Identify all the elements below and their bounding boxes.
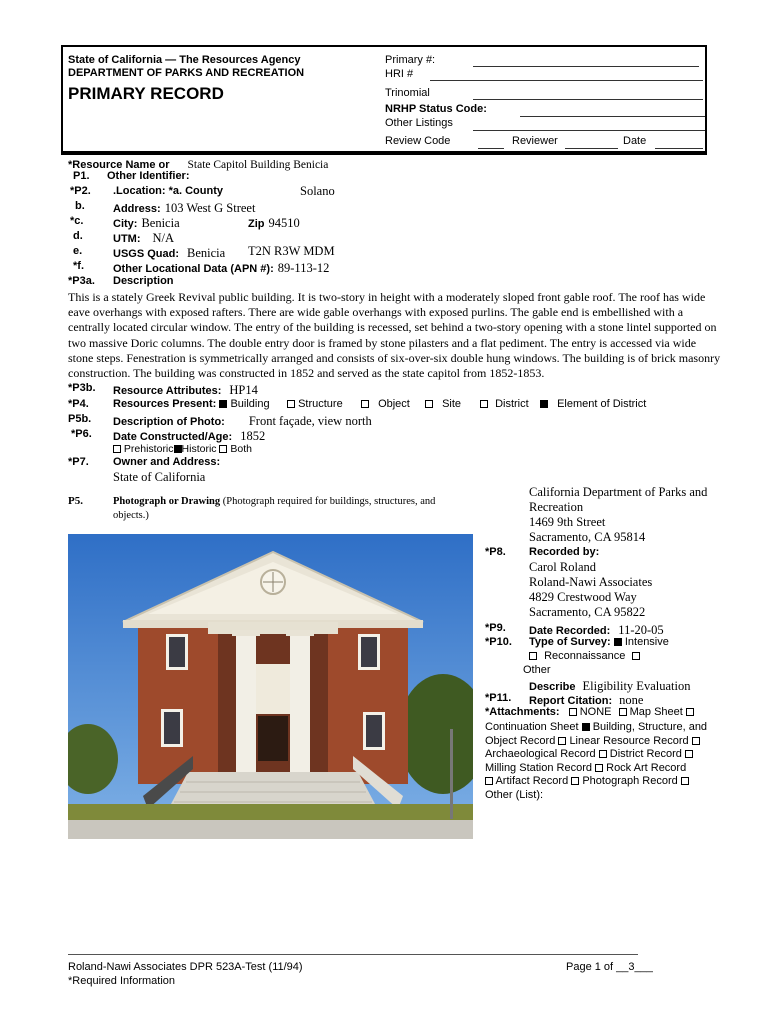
describe-value: Eligibility Evaluation xyxy=(582,679,691,693)
artifact-checkbox[interactable] xyxy=(485,777,493,785)
p6-prehistoric: Prehistoric xyxy=(123,443,174,455)
p5b-value: Front façade, view north xyxy=(248,414,372,428)
map-sheet-checkbox[interactable] xyxy=(619,708,627,716)
p9-value: 11-20-05 xyxy=(618,623,664,637)
p3b-code: *P3b. xyxy=(68,382,96,394)
describe-label: Describe xyxy=(529,681,576,693)
continuation-checkbox[interactable] xyxy=(686,708,694,716)
p5-note: (Photograph required for buildings, structures, and objects.) xyxy=(113,496,436,521)
att-artifact: Artifact Record xyxy=(495,775,569,787)
att-district: District Record xyxy=(609,748,682,760)
f-code: *f. xyxy=(73,260,84,272)
p4-structure: Structure xyxy=(298,398,343,410)
p4-district-group xyxy=(480,398,529,410)
p4-structure-group xyxy=(287,398,343,410)
required-note: *Required Information xyxy=(68,975,176,987)
none-checkbox[interactable] xyxy=(569,708,577,716)
resource-name-value: State Capitol Building Benicia xyxy=(187,159,329,171)
zip-label: Zip xyxy=(248,218,265,230)
p10-code: *P10. xyxy=(485,636,512,648)
resource-name-label: *Resource Name or xyxy=(68,159,170,171)
att-other: Other (List): xyxy=(485,789,544,801)
other-survey-checkbox[interactable] xyxy=(632,652,640,660)
p10-label: Type of Survey: xyxy=(529,636,611,648)
p6-code: *P6. xyxy=(71,428,92,440)
p5-code: P5. xyxy=(68,495,83,507)
b-code: b. xyxy=(75,200,85,212)
c-code: *c. xyxy=(70,215,84,227)
p8-code: *P8. xyxy=(485,546,506,558)
attachments-line1 xyxy=(485,706,694,718)
att-photo: Photograph Record xyxy=(582,775,678,787)
address-value: 103 West G Street xyxy=(164,201,256,215)
p4-site-group xyxy=(425,398,461,410)
element-checkbox-checked[interactable] xyxy=(540,400,548,408)
footer-rule xyxy=(68,954,638,955)
p11-value: none xyxy=(619,693,644,707)
p10-intensive: Intensive xyxy=(624,636,669,648)
d-code: d. xyxy=(73,230,83,242)
attachments-line2 xyxy=(485,721,707,733)
p7-label: Owner and Address: xyxy=(113,456,221,468)
reviewer-blank[interactable] xyxy=(565,148,618,149)
utm-value: N/A xyxy=(152,231,175,245)
rock-art-checkbox[interactable] xyxy=(595,764,603,772)
nrhp-label: NRHP Status Code: xyxy=(385,103,487,115)
primary-blank[interactable] xyxy=(473,66,699,67)
hri-blank[interactable] xyxy=(430,80,703,81)
p8-label: Recorded by: xyxy=(529,546,600,558)
both-checkbox[interactable] xyxy=(219,445,227,453)
agency-line1: State of California — The Resources Agency xyxy=(68,54,301,66)
p3b-label: Resource Attributes: xyxy=(113,385,222,397)
recorder-city: Sacramento, CA 95822 xyxy=(529,605,646,619)
date-blank[interactable] xyxy=(655,148,703,149)
building-photo xyxy=(68,534,473,839)
description-text: This is a stately Greek Revival public building. It is two-story in height with a moderately sloped front gable roof. The roof has wide eave overhangs with exposed rafters. There are wide gable overhangs with exposed purlins. The gable end is embellished with a centrally located circular window. The entry of the building is recessed, set behind a two-story opening with a stone lintel supported on two massive Doric columns. The double entry door is framed by stone pilasters and a flat pediment. The entry is accessed via wide stone steps. Fenestration is symmetrically arranged and consists of six-over-six double hung windows. The building is of brick masonry construction. The building was constructed in 1852 and served as the state capitol from 1852-1853. xyxy=(68,290,721,381)
p1-code: P1. xyxy=(73,170,90,182)
p4-site: Site xyxy=(442,398,462,410)
milling-checkbox[interactable] xyxy=(685,750,693,758)
city-label: City: xyxy=(113,218,138,230)
e-code: e. xyxy=(73,245,83,257)
primary-label: Primary #: xyxy=(385,54,436,66)
reviewer-label: Reviewer xyxy=(512,135,558,147)
p6-options xyxy=(113,443,252,455)
p4-object-group xyxy=(361,398,410,410)
p4-building: Building xyxy=(230,398,270,410)
owner-line4: Sacramento, CA 95814 xyxy=(529,530,646,544)
p3b-row xyxy=(113,381,258,399)
recorder-name: Carol Roland xyxy=(529,560,597,574)
p10-recon-group xyxy=(529,650,640,662)
historic-checkbox-checked[interactable] xyxy=(174,445,182,453)
recorder-firm: Roland-Nawi Associates xyxy=(529,575,653,589)
trinomial-blank[interactable] xyxy=(473,99,703,100)
att-none: NONE xyxy=(579,706,612,718)
att-cont: Continuation Sheet xyxy=(485,721,579,733)
p6-label: Date Constructed/Age: xyxy=(113,431,233,443)
p4-label: Resources Present: xyxy=(113,398,217,410)
district-checkbox[interactable] xyxy=(480,400,488,408)
att-bldg: Building, Structure, and xyxy=(592,721,708,733)
structure-checkbox[interactable] xyxy=(287,400,295,408)
capitol-building-illustration xyxy=(68,534,473,839)
owner-line3: 1469 9th Street xyxy=(529,515,606,529)
p6-historic: Historic xyxy=(181,443,217,455)
site-checkbox[interactable] xyxy=(425,400,433,408)
other-list-checkbox[interactable] xyxy=(681,777,689,785)
p5b-code: P5b. xyxy=(68,413,92,425)
p11-code: *P11. xyxy=(485,692,512,704)
page-number: Page 1 of __3___ xyxy=(566,961,653,973)
zip-value: 94510 xyxy=(268,216,300,230)
page-title: PRIMARY RECORD xyxy=(68,84,224,103)
recorder-street: 4829 Crestwood Way xyxy=(529,590,637,604)
utm-label: UTM: xyxy=(113,233,141,245)
linear-checkbox[interactable] xyxy=(558,737,566,745)
usgs-label: USGS Quad: xyxy=(113,248,180,260)
p4-element: Element of District xyxy=(557,398,647,410)
review-code-label: Review Code xyxy=(385,135,451,147)
p4-object: Object xyxy=(378,398,410,410)
p11-label: Report Citation: xyxy=(529,695,613,707)
p7-code: *P7. xyxy=(68,456,89,468)
other-listings-blank[interactable] xyxy=(473,130,705,131)
county-value: Solano xyxy=(300,184,335,198)
p2-label: .Location: *a. County xyxy=(113,185,223,197)
arch-checkbox[interactable] xyxy=(692,737,700,745)
zip-row xyxy=(248,214,300,232)
p3b-value: HP14 xyxy=(229,383,258,397)
att-rock: Rock Art Record xyxy=(606,762,687,774)
att-arch: Archaeological Record xyxy=(485,748,596,760)
p6-value: 1852 xyxy=(240,429,266,443)
building-checkbox-checked[interactable] xyxy=(219,400,227,408)
owner-line2: Recreation xyxy=(529,500,584,514)
p5-caption xyxy=(113,495,443,523)
attachments-label: *Attachments: xyxy=(485,706,560,718)
prehistoric-checkbox[interactable] xyxy=(113,445,121,453)
p10-other: Other xyxy=(523,664,551,676)
city-value: Benicia xyxy=(141,216,180,230)
trinomial-label: Trinomial xyxy=(385,87,430,99)
p3a-label: Description xyxy=(113,275,174,287)
p4-code: *P4. xyxy=(68,398,89,410)
usgs-value: Benicia xyxy=(187,246,226,260)
p4-row xyxy=(113,398,270,410)
attachments-line4 xyxy=(485,748,693,760)
agency-line2: DEPARTMENT OF PARKS AND RECREATION xyxy=(68,67,305,79)
p4-district: District xyxy=(495,398,529,410)
p9-code: *P9. xyxy=(485,622,506,634)
p2-code: *P2. xyxy=(70,185,91,197)
owner-line1: California Department of Parks and xyxy=(529,485,708,499)
p6-both: Both xyxy=(230,443,252,455)
nrhp-blank[interactable] xyxy=(520,116,705,117)
f-value: 89-113-12 xyxy=(277,261,330,275)
object-checkbox[interactable] xyxy=(361,400,369,408)
att-linear: Linear Resource Record xyxy=(569,735,689,747)
p5b-label: Description of Photo: xyxy=(113,416,225,428)
reconnaissance-checkbox[interactable] xyxy=(529,652,537,660)
att-obj: Object Record xyxy=(485,735,556,747)
usgs-trs: T2N R3W MDM xyxy=(248,244,335,258)
date-label: Date xyxy=(623,135,647,147)
hri-label: HRI # xyxy=(385,68,414,80)
p4-element-group xyxy=(540,398,646,410)
p9-label: Date Recorded: xyxy=(529,625,611,637)
att-map: Map Sheet xyxy=(629,706,683,718)
attachments-line5 xyxy=(485,762,686,774)
p3a-code: *P3a. xyxy=(68,275,95,287)
attachments-line6 xyxy=(485,775,689,787)
p1-label: Other Identifier: xyxy=(107,170,190,182)
building-record-checkbox-checked[interactable] xyxy=(582,723,590,731)
agency-block xyxy=(68,54,304,80)
att-milling: Milling Station Record xyxy=(485,762,592,774)
review-code-blank[interactable] xyxy=(478,148,504,149)
p10-recon: Reconnaissance xyxy=(544,650,626,662)
intensive-checkbox-checked[interactable] xyxy=(614,638,622,646)
form-id: Roland-Nawi Associates DPR 523A-Test (11/94) xyxy=(68,961,303,973)
other-listings-label: Other Listings xyxy=(385,117,453,129)
p10-row xyxy=(529,636,669,648)
p7-value: State of California xyxy=(113,470,206,484)
address-label: Address: xyxy=(113,203,161,215)
f-label: Other Locational Data (APN #): xyxy=(113,263,274,275)
p5-label: Photograph or Drawing xyxy=(113,496,221,507)
photo-record-checkbox[interactable] xyxy=(571,777,579,785)
district-record-checkbox[interactable] xyxy=(599,750,607,758)
attachments-line3 xyxy=(485,735,700,747)
